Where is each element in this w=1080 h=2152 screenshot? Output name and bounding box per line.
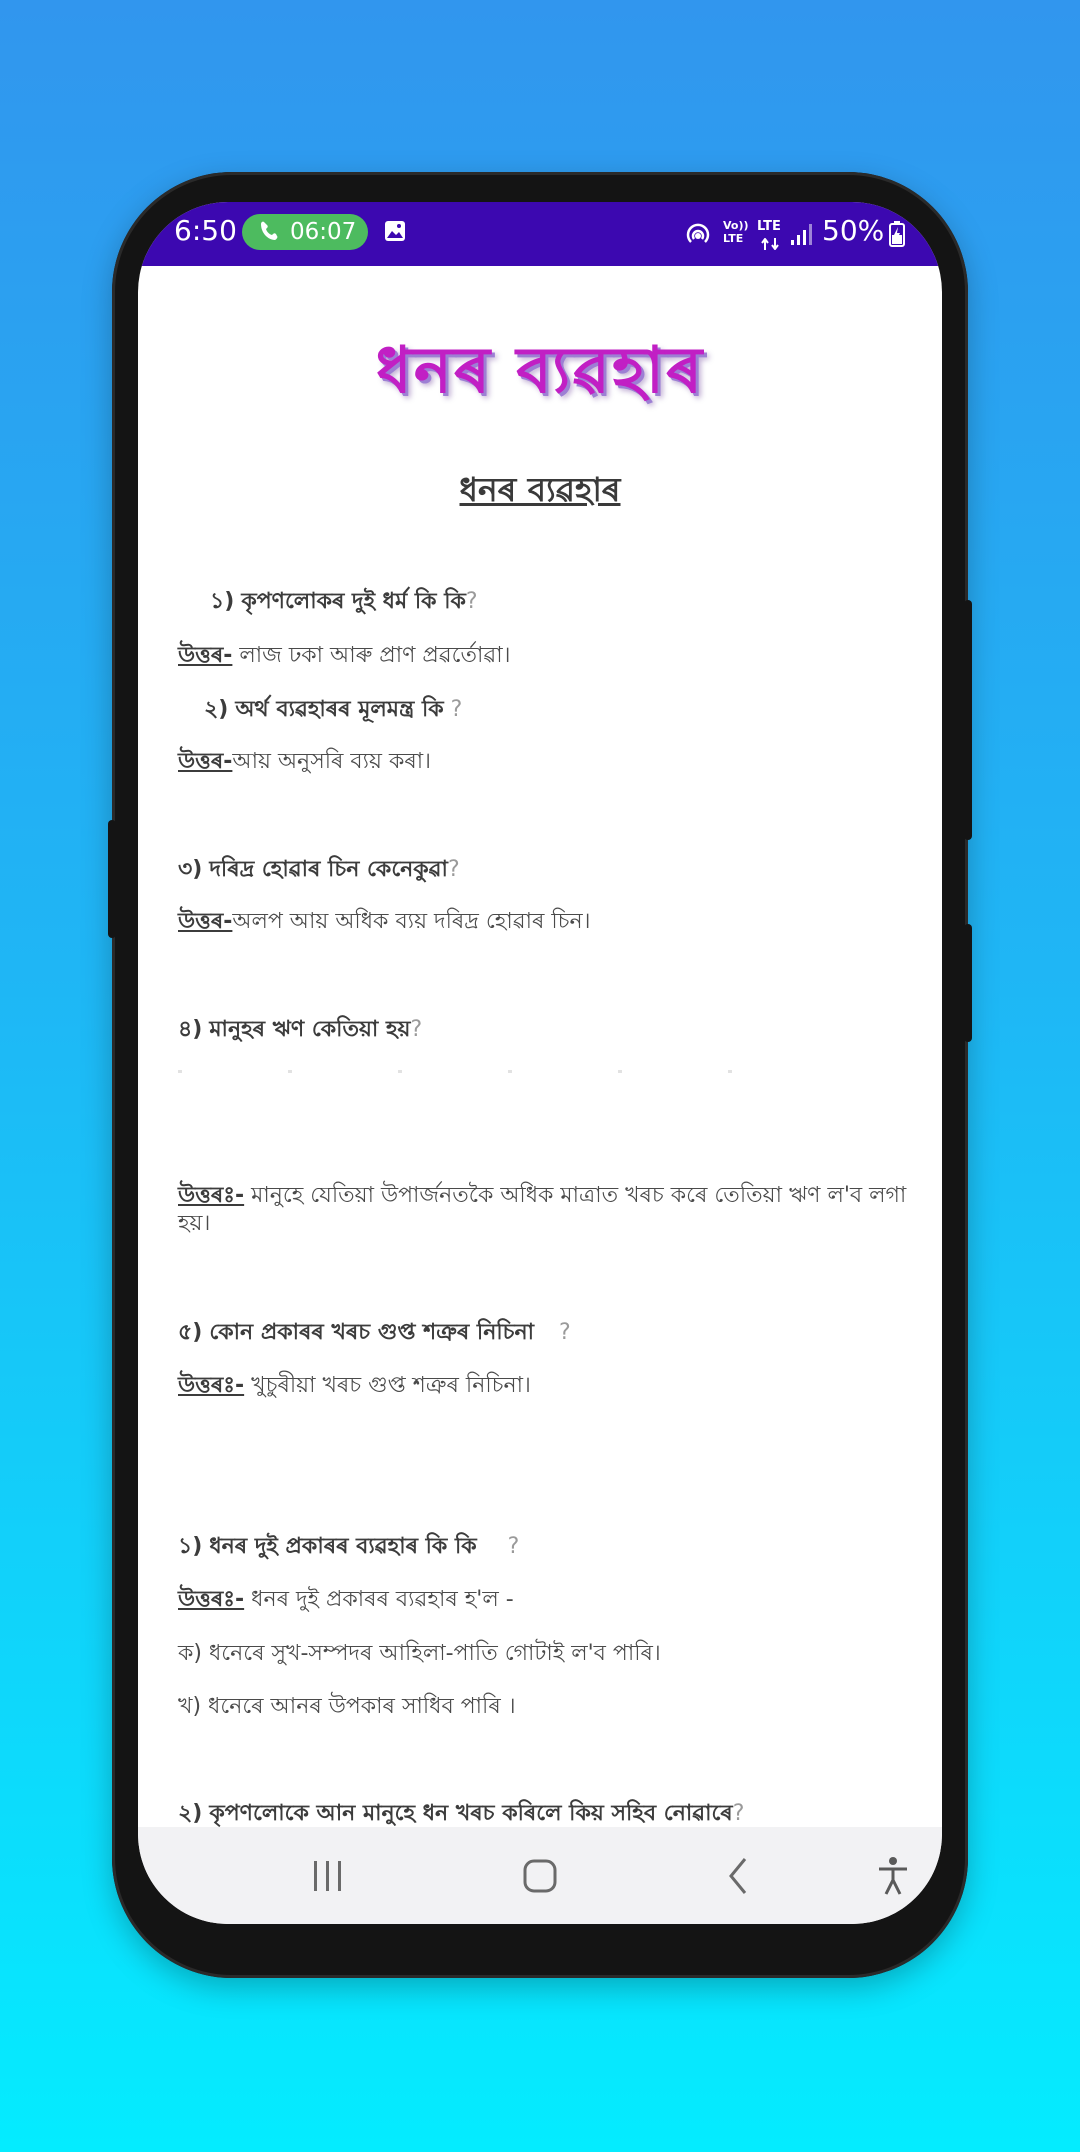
volte-icon: Vo)) LTE (723, 219, 749, 245)
answer-point-text: খ) ধনেৰে আনৰ উপকাৰ সাধিব পাৰি । (178, 1694, 516, 1719)
bixby-button (964, 924, 972, 1042)
lte-arrows-icon (760, 235, 782, 254)
question-number: ২) (204, 697, 229, 722)
answer-text: ধনৰ দুই প্ৰকাৰৰ ব্যৱহাৰ হ'ল - (251, 1587, 514, 1612)
answer-label: উত্তৰ- (178, 909, 233, 934)
screen (138, 202, 942, 1924)
answer-point (178, 1640, 908, 1668)
home-icon (522, 1858, 558, 1894)
question-mark: ? (507, 1534, 520, 1559)
accessibility-button[interactable] (858, 1827, 928, 1924)
question-item (178, 1319, 908, 1347)
question-number: ১) (178, 1534, 203, 1559)
page-title: ধনৰ ব্যৱহাৰ (459, 470, 621, 509)
question-item (178, 1800, 908, 1827)
answer-point-text: ক) ধনেৰে সুখ-সম্পদৰ আহিলা-পাতি গোটাই ল'ব পাৰি। (178, 1641, 661, 1666)
question-item (204, 696, 934, 724)
back-icon (723, 1856, 753, 1896)
answer-item (178, 908, 908, 936)
status-time: 6:50 (174, 214, 237, 247)
phone-icon (256, 214, 278, 261)
answer-item (178, 642, 908, 670)
answer-label: উত্তৰঃ- (178, 1587, 245, 1612)
question-item (178, 1016, 908, 1044)
signal-icon (790, 222, 814, 250)
accessibility-icon (876, 1856, 910, 1896)
app-title: ধনৰ ব্যৱহাৰ (375, 334, 705, 408)
answer-item (178, 1372, 908, 1400)
answer-item (178, 1586, 908, 1614)
question-number: ২) (178, 1801, 203, 1826)
home-button[interactable] (500, 1827, 580, 1924)
answer-item (178, 1182, 908, 1238)
ongoing-call-chip[interactable] (242, 214, 368, 250)
recent-apps-button[interactable] (288, 1827, 368, 1924)
question-text: দৰিদ্ৰ হোৱাৰ চিন কেনেকুৱা (209, 857, 448, 882)
question-number: ৫) (178, 1320, 203, 1345)
question-text: কোন প্ৰকাৰৰ খৰচ গুপ্ত শত্ৰুৰ নিচিনা (209, 1320, 535, 1345)
question-text: কৃপণলোকৰ দুই ধৰ্ম কি কি (241, 589, 466, 614)
hotspot-icon (684, 220, 712, 252)
answer-label: উত্তৰঃ- (178, 1373, 245, 1398)
answer-label: উত্তৰ- (178, 643, 233, 668)
question-mark: ? (732, 1801, 745, 1826)
answer-text: লাজ ঢকা আৰু প্ৰাণ প্ৰৱৰ্তোৱা। (239, 643, 511, 668)
article-content[interactable] (138, 462, 942, 1827)
question-mark: ? (410, 1017, 423, 1042)
lte-icon: LTE (757, 219, 781, 234)
volume-button (108, 820, 116, 938)
question-text: অৰ্থ ব্যৱহাৰৰ মূলমন্ত্ৰ কি (235, 697, 444, 722)
battery-percent: 50% (822, 214, 885, 247)
answer-text: আয় অনুসৰি ব্যয় কৰা। (232, 749, 432, 774)
status-bar (138, 202, 942, 266)
navigation-bar (138, 1827, 942, 1924)
question-mark: ? (447, 857, 460, 882)
question-mark: ? (450, 697, 463, 722)
question-text: ধনৰ দুই প্ৰকাৰৰ ব্যৱহাৰ কি কি (209, 1534, 477, 1559)
answer-text: মানুহে যেতিয়া উপাৰ্জনতকৈ অধিক মাত্ৰাত খৰচ কৰে তেতিয়া ঋণ ল'ব লগা হয়। (178, 1183, 907, 1236)
answer-item (178, 748, 908, 776)
gallery-notification-icon (384, 220, 406, 246)
question-number: ৪) (178, 1017, 203, 1042)
answer-label: উত্তৰ- (178, 749, 233, 774)
answer-text: অলপ আয় অধিক ব্যয় দৰিদ্ৰ হোৱাৰ চিন। (232, 909, 591, 934)
answer-label: উত্তৰঃ- (178, 1183, 245, 1208)
question-text: মানুহৰ ঋণ কেতিয়া হয় (209, 1017, 411, 1042)
question-mark: ? (465, 589, 478, 614)
question-text: কৃপণলোকে আন মানুহে ধন খৰচ কৰিলে কিয় সহিব নোৱাৰে (209, 1801, 733, 1826)
power-button (964, 600, 972, 840)
battery-icon (888, 220, 906, 252)
faded-text-line (178, 1070, 838, 1073)
question-item (178, 856, 908, 884)
question-item (178, 1533, 908, 1561)
back-button[interactable] (698, 1827, 778, 1924)
question-number: ১) (210, 589, 235, 614)
answer-point (178, 1693, 908, 1721)
question-number: ৩) (178, 857, 203, 882)
question-item (210, 588, 940, 616)
question-mark: ? (559, 1320, 571, 1345)
answer-text: খুচুৰীয়া খৰচ গুপ্ত শত্ৰুৰ নিচিনা। (251, 1373, 531, 1398)
recent-apps-icon (310, 1859, 346, 1893)
call-timer: 06:07 (290, 219, 357, 245)
